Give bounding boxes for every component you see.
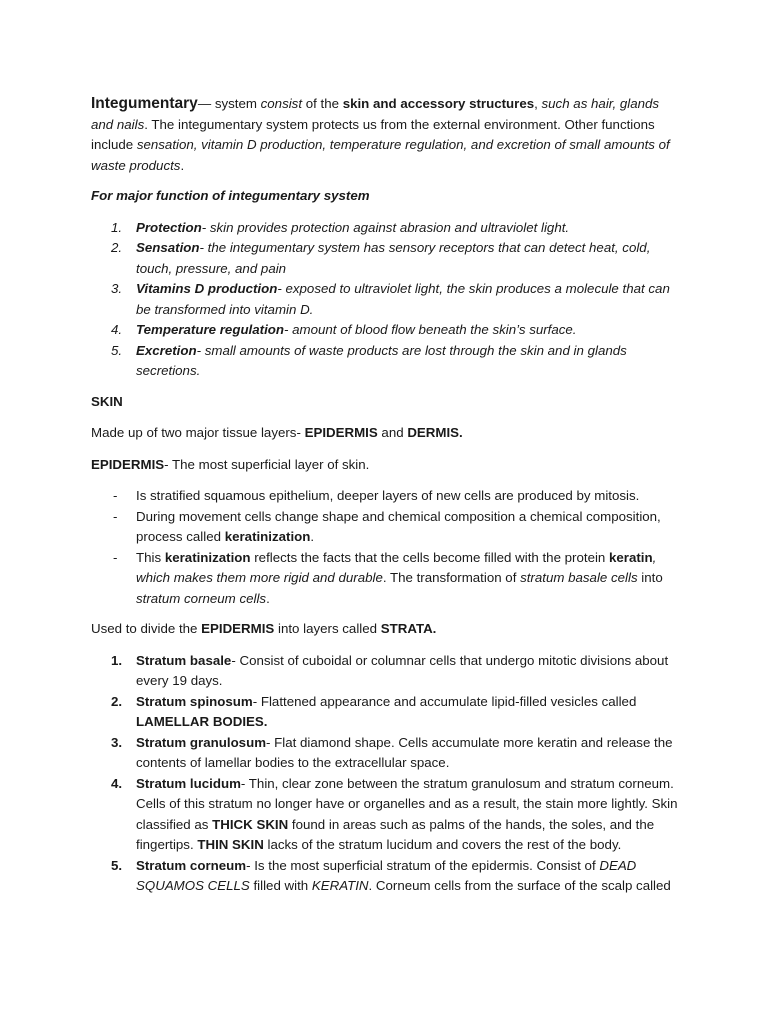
section-heading-integumentary: Integumentary (91, 95, 198, 112)
document-body (91, 94, 681, 907)
epidermis-def-text: - The most superficial layer of skin. (164, 456, 370, 472)
stratum-desc: filled with (249, 878, 312, 893)
bullet-text: . The transformation of (382, 570, 521, 585)
bullet-italic: stratum corneum cells (136, 590, 267, 606)
strata-list (91, 651, 681, 897)
function-desc: - exposed to ultraviolet light, the skin produces a molecule that can be transformed into vitamin D. (136, 281, 670, 317)
bullet-text: . (266, 590, 270, 606)
stratum-desc: - Flat diamond shape. Cells accumulate more keratin and release the contents of lamellar bodies to the extracellular space. (136, 734, 673, 770)
function-term: Vitamins D production (136, 281, 278, 296)
epidermis-definition (91, 455, 681, 476)
list-number: 4. (111, 775, 123, 791)
stratum-term: Stratum basale (136, 652, 232, 668)
bullet-dash: - (113, 508, 118, 524)
list-item (91, 486, 681, 507)
function-desc: - skin provides protection against abrasion and ultraviolet light. (201, 219, 570, 235)
stratum-bold: LAMELLAR BODIES. (136, 714, 268, 729)
function-desc: - small amounts of waste products are lost through the skin and in glands secretions. (136, 342, 627, 378)
list-item (91, 774, 681, 856)
list-number: 3. (111, 281, 123, 296)
list-item (91, 548, 681, 610)
intro-italic-hair-glands: such as hair, glands and nails (91, 96, 660, 132)
stratum-desc: found in areas such as palms of the hands, the soles, and the fingertips. (136, 816, 655, 852)
stratum-term: Stratum lucidum (136, 775, 241, 791)
stratum-desc: - Thin, clear zone between the stratum granulosum and stratum corneum. Cells of this stratum no longer have or organelles and as a result, the stain more lightly. Skin classified as (136, 775, 678, 832)
stratum-desc: . Corneum cells from the surface of the scalp called (368, 878, 671, 893)
bullet-text: During movement cells change shape and chemical composition a chemical composition, process called (136, 508, 661, 544)
epidermis-heading: EPIDERMIS (91, 456, 165, 472)
functions-title: For major function of integumentary system (91, 188, 370, 203)
list-number: 2. (111, 240, 123, 255)
skin-heading: SKIN (91, 393, 123, 409)
stratum-italic: KERATIN (311, 878, 369, 893)
list-number: 5. (111, 342, 123, 358)
function-term: Protection (136, 219, 202, 235)
bullet-text: Is stratified squamous epithelium, deeper layers of new cells are produced by mitosis. (136, 488, 640, 503)
bullet-italic: , which makes them more rigid and durable (136, 549, 657, 585)
intro-text: . The integumentary system protects us from the external environment. Other functions include (91, 116, 655, 152)
skin-layers-paragraph (91, 423, 681, 444)
stratum-desc: - Consist of cuboidal or columnar cells that undergo mitotic divisions about every 19 days. (136, 652, 669, 688)
list-number: 5. (111, 857, 123, 873)
strata-intro (91, 619, 681, 640)
list-item (91, 692, 681, 733)
stratum-desc: - Is the most superficial stratum of the epidermis. Consist of (246, 857, 600, 873)
function-term: Temperature regulation (136, 322, 285, 337)
list-item (91, 238, 681, 279)
bullet-bold: keratin (609, 549, 653, 565)
bullet-dash: - (113, 549, 118, 565)
function-term: Sensation (136, 240, 200, 255)
list-number: 1. (111, 219, 123, 235)
intro-text: of the (302, 96, 343, 111)
list-item (91, 733, 681, 774)
list-item (91, 856, 681, 897)
list-item (91, 279, 681, 320)
functions-list (91, 218, 681, 382)
list-item (91, 218, 681, 239)
stratum-bold: THICK SKIN (212, 816, 289, 832)
intro-text: . (180, 157, 185, 173)
strata-intro-text: into layers called (274, 621, 381, 636)
intro-text: system (214, 96, 261, 111)
strata-intro-text: Used to divide the (91, 621, 202, 636)
list-item (91, 651, 681, 692)
intro-italic-consist: consist (260, 96, 303, 111)
function-desc: - amount of blood flow beneath the skin’s surface. (284, 322, 577, 337)
stratum-desc: - Flattened appearance and accumulate lipid-filled vesicles called (252, 693, 637, 709)
stratum-term: Stratum spinosum (136, 693, 253, 709)
list-number: 2. (111, 693, 123, 709)
bullet-text: . (310, 529, 315, 544)
list-number: 1. (111, 652, 123, 668)
function-desc: - the integumentary system has sensory receptors that can detect heat, cold, touch, pressure, and pain (136, 240, 651, 276)
list-item (91, 320, 681, 341)
intro-dash: — (197, 96, 215, 111)
intro-italic-functions: sensation, vitamin D production, temperature regulation, and excretion of small amounts of waste products (91, 137, 670, 173)
bullet-dash: - (113, 488, 118, 503)
intro-paragraph (91, 94, 681, 176)
bullet-text: reflects the facts that the cells become filled with the protein (250, 549, 610, 565)
stratum-bold: THIN SKIN (197, 837, 264, 852)
layers-bold-dermis: DERMIS. (407, 425, 463, 440)
list-item (91, 507, 681, 548)
bullet-bold: keratinization (224, 529, 311, 544)
bullet-text: This (136, 549, 165, 565)
intro-bold-skin-structures: skin and accessory structures (342, 96, 535, 111)
layers-text: Made up of two major tissue layers- (91, 425, 305, 440)
stratum-italic: DEAD SQUAMOS CELLS (136, 857, 637, 893)
strata-intro-bold: STRATA. (380, 621, 437, 636)
layers-bold-epidermis: EPIDERMIS (304, 425, 378, 440)
list-number: 4. (111, 322, 123, 337)
function-term: Excretion (136, 342, 197, 358)
intro-text: , (534, 96, 542, 111)
epidermis-bullets (91, 486, 681, 609)
stratum-term: Stratum corneum (136, 857, 247, 873)
stratum-term: Stratum granulosum (136, 734, 267, 750)
bullet-text: into (637, 570, 663, 585)
layers-text: and (377, 425, 408, 440)
strata-intro-bold: EPIDERMIS (201, 621, 275, 636)
bullet-italic: stratum basale cells (520, 570, 638, 585)
list-number: 3. (111, 734, 123, 750)
stratum-desc: lacks of the stratum lucidum and covers the rest of the body. (263, 837, 622, 852)
bullet-bold: keratinization (164, 549, 251, 565)
list-item (91, 341, 681, 382)
